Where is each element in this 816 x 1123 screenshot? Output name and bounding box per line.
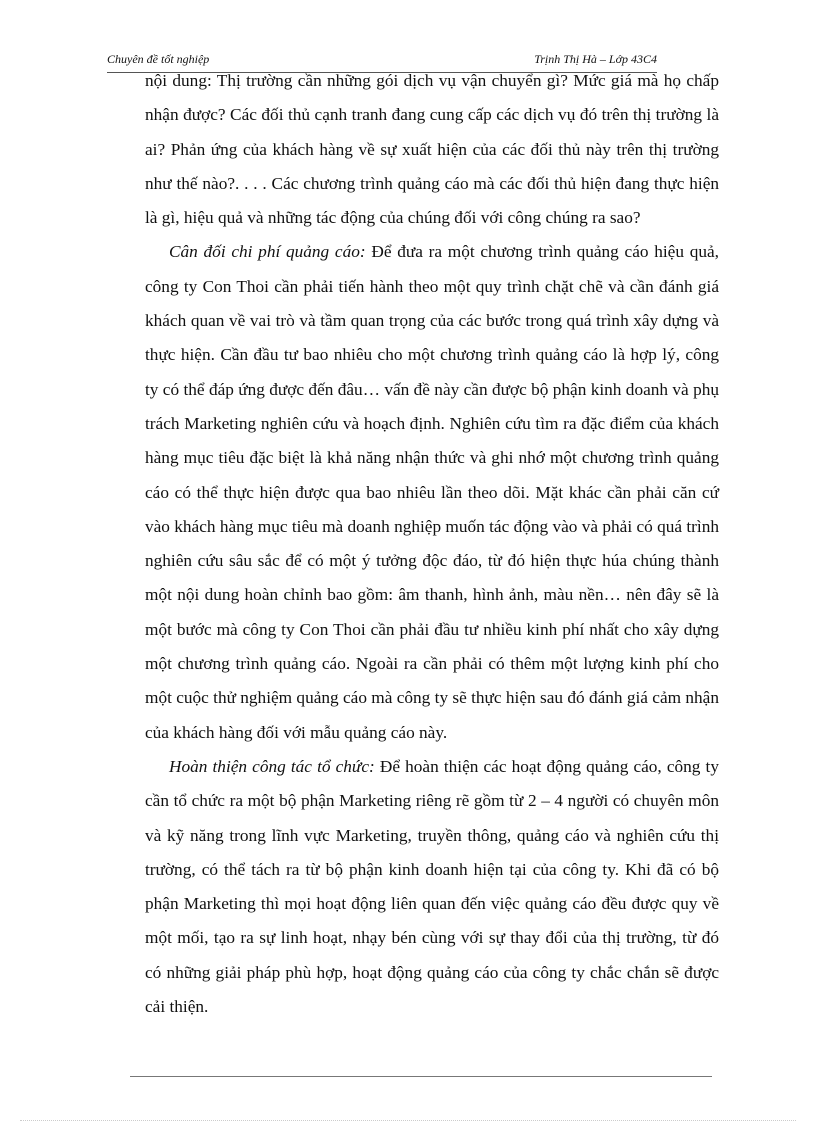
paragraph-text: Để hoàn thiện các hoạt động quảng cáo, công ty cần tổ chức ra một bộ phận Marketing riêng rẽ gồm từ 2 – 4 người có chuyên môn và kỹ năng trong lĩnh vực Marketing, truyền thông, quảng cáo và nghiên cứu thị trường, có thể tách ra từ bộ phận kinh doanh hiện tại của công ty. Khi đã có bộ phận Marketing thì mọi hoạt động liên quan đến việc quảng cáo đều được quy về một mối, tạo ra sự linh hoạt, nhạy bén cùng với sự thay đổi của thị trường, từ đó có những giải pháp phù hợp, hoạt động quảng cáo của công ty chắc chắn sẽ được cải thiện. [145, 756, 719, 1017]
paragraph [145, 64, 719, 235]
paragraph [145, 235, 719, 749]
page-edge [20, 1120, 796, 1121]
document-body [145, 64, 719, 1024]
footer-divider [130, 1076, 712, 1077]
header-document-type: Chuyên đề tốt nghiệp [107, 52, 210, 66]
paragraph-text: Để đưa ra một chương trình quảng cáo hiệu quả, công ty Con Thoi cần phải tiến hành theo một quy trình chặt chẽ và cần đánh giá khách quan về vai trò và tầm quan trọng của các bước trong quá trình xây dựng và thực hiện. Cần đầu tư bao nhiêu cho một chương trình quảng cáo là hợp lý, công ty có thể đáp ứng được đến đâu… vấn đề này cần được bộ phận kinh doanh và phụ trách Marketing nghiên cứu và hoạch định. Nghiên cứu tìm ra đặc điểm của khách hàng mục tiêu đặc biệt là khả năng nhận thức và ghi nhớ một chương trình quảng cáo có thể thực hiện được qua bao nhiêu lần theo dõi. Mặt khác cần phải căn cứ vào khách hàng mục tiêu mà doanh nghiệp muốn tác động vào và phải có quá trình nghiên cứu sâu sắc để có một ý tưởng độc đáo, từ đó hiện thực húa chúng thành một nội dung hoàn chỉnh bao gồm: âm thanh, hình ảnh, màu nền… nên đây sẽ là một bước mà công ty Con Thoi cần phải đầu tư nhiều kinh phí nhất cho xây dựng một chương trình quảng cáo. Ngoài ra cần phải có thêm một lượng kinh phí cho một cuộc thử nghiệm quảng cáo mà công ty sẽ thực hiện sau đó đánh giá cảm nhận của khách hàng đối với mẫu quảng cáo này. [145, 242, 719, 742]
paragraph-text: nội dung: Thị trường cần những gói dịch vụ vận chuyển gì? Mức giá mà họ chấp nhận được? Các đối thủ cạnh tranh đang cung cấp các dịch vụ đó trên thị trường là ai? Phản ứng của khách hàng về sự xuất hiện của các đối thủ này trên thị trường như thế nào?. . . . Các chương trình quảng cáo mà các đối thủ hiện đang thực hiện là gì, hiệu quả và những tác động của chúng đối với công chúng ra sao? [145, 71, 719, 228]
paragraph-heading: Hoàn thiện công tác tổ chức: [169, 756, 375, 776]
paragraph-heading: Cân đối chi phí quảng cáo: [169, 242, 366, 262]
paragraph [145, 750, 719, 1024]
header-author: Trịnh Thị Hà – Lớp 43C4 [534, 52, 657, 66]
